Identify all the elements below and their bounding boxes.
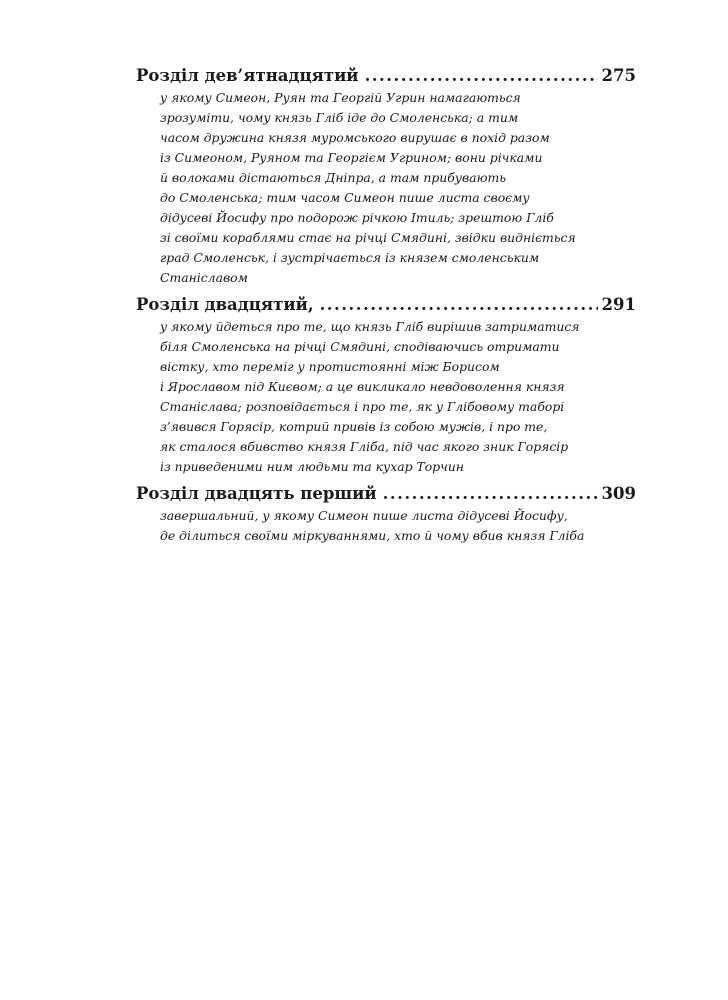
toc-entry-heading [136, 482, 636, 506]
summary-line: й волоками дістаються Дніпра, а там прибувають [160, 170, 506, 185]
summary-line: дідусеві Йосифу про подорож річкою Ітиль; зрештою Гліб [160, 210, 554, 225]
summary-line: вістку, хто переміг у протистоянні між Борисом [160, 359, 500, 374]
summary-line: завершальний, у якому Симеон пише листа дідусеві Йосифу, [160, 508, 568, 523]
page-number: 291 [601, 295, 636, 314]
summary-line: де ділиться своїми міркуваннями, хто й чому вбив князя Гліба [160, 528, 585, 543]
chapter-title: Розділ двадцятий, [136, 295, 314, 314]
summary-line: Станіславом [160, 270, 248, 285]
toc-entry-chapter-19 [136, 64, 636, 288]
table-of-contents [136, 64, 636, 551]
page-number: 275 [601, 66, 636, 85]
summary-line: зі своїми кораблями стає на річці Смядині, звідки видніється [160, 230, 576, 245]
summary-line: як сталося вбивство князя Гліба, під час якого зник Горясір [160, 439, 569, 454]
dot-leader [320, 293, 598, 317]
chapter-summary [136, 88, 636, 288]
summary-line: град Смоленськ, і зустрічається із князем смоленським [160, 250, 540, 265]
summary-line: і Ярославом під Києвом; а це викликало невдоволення князя [160, 379, 565, 394]
chapter-title: Розділ двадцять перший [136, 484, 377, 503]
chapter-title: Розділ дев’ятнадцятий [136, 66, 359, 85]
toc-entry-heading [136, 293, 636, 317]
summary-line: із Симеоном, Руяном та Георгієм Угрином; вони річками [160, 150, 543, 165]
summary-line: біля Смоленська на річці Смядині, сподіваючись отримати [160, 339, 560, 354]
dot-leader [365, 64, 598, 88]
summary-line: із приведеними ним людьми та кухар Торчин [160, 459, 464, 474]
summary-line: до Смоленська; тим часом Симеон пише листа своєму [160, 190, 530, 205]
chapter-summary [136, 506, 636, 546]
toc-entry-heading [136, 64, 636, 88]
dot-leader [383, 482, 598, 506]
summary-line: з’явився Горясір, котрий привів із собою мужів, і про те, [160, 419, 548, 434]
chapter-summary [136, 317, 636, 477]
summary-line: у якому йдеться про те, що князь Гліб вирішив затриматися [160, 319, 580, 334]
summary-line: Станіслава; розповідається і про те, як у Глібовому таборі [160, 399, 565, 414]
summary-line: часом дружина князя муромського вирушає в похід разом [160, 130, 550, 145]
toc-entry-chapter-20 [136, 293, 636, 477]
toc-entry-chapter-21 [136, 482, 636, 546]
summary-line: у якому Симеон, Руян та Георгій Угрин намагаються [160, 90, 521, 105]
summary-line: зрозуміти, чому князь Гліб іде до Смоленська; а тим [160, 110, 519, 125]
page-number: 309 [601, 484, 636, 503]
